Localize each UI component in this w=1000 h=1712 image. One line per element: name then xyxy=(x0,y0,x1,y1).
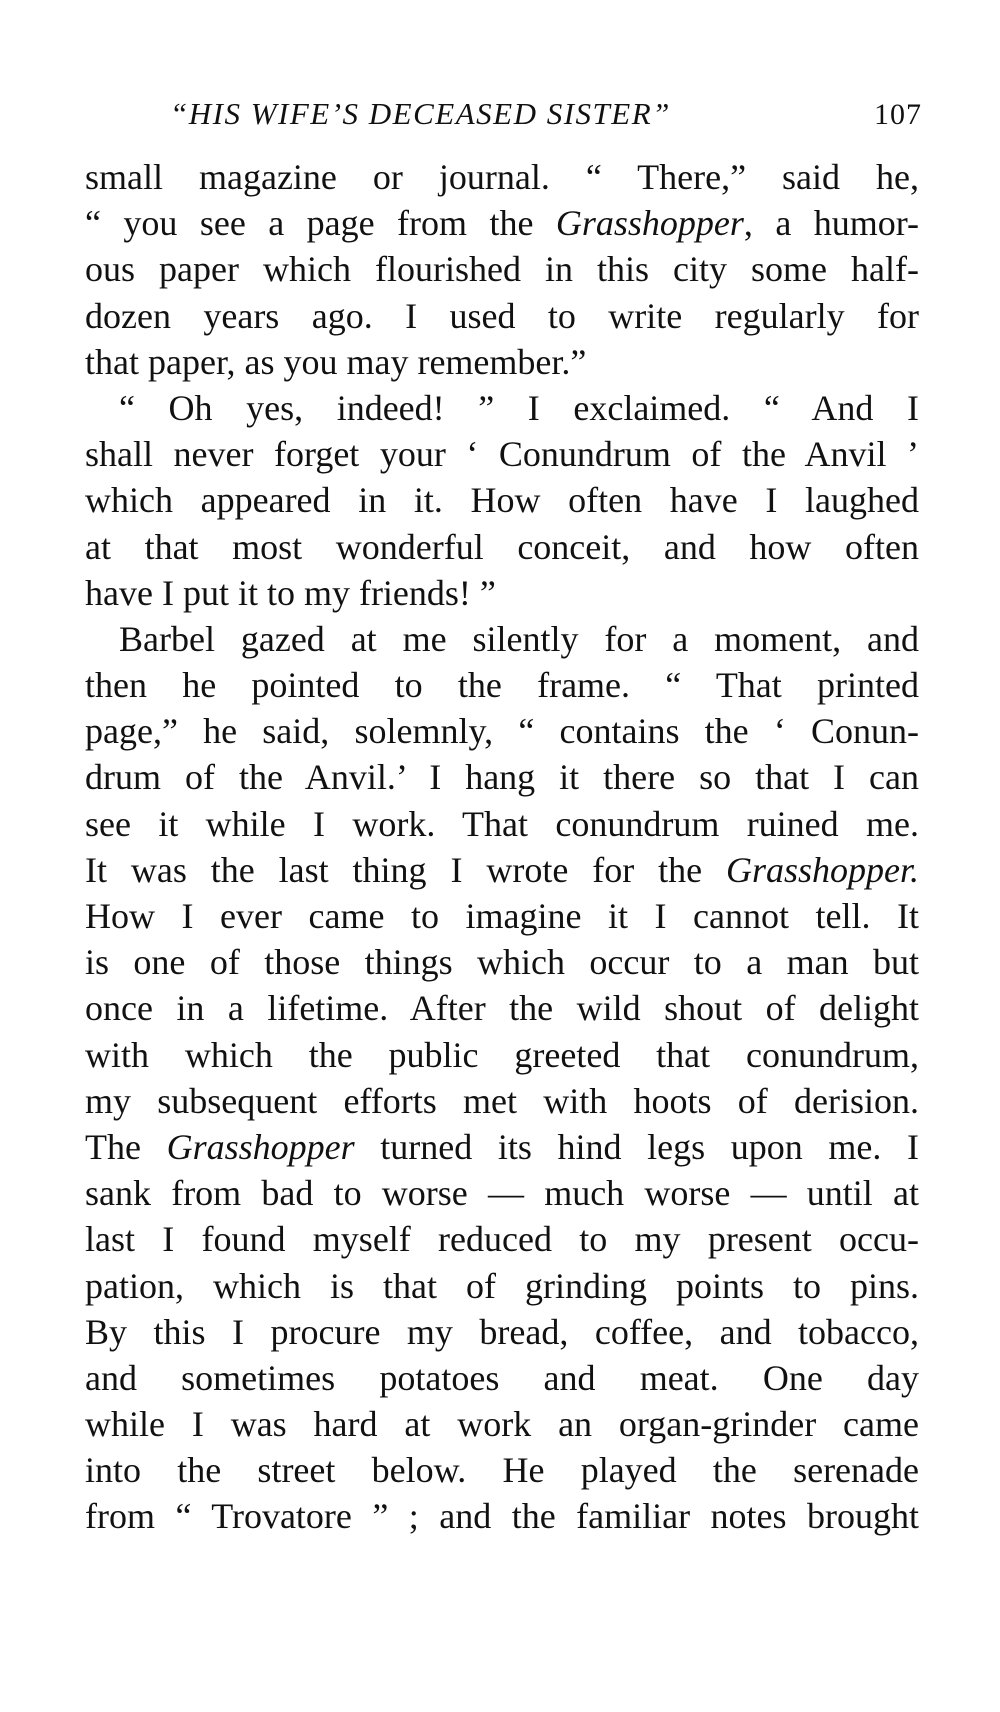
running-head xyxy=(170,96,922,136)
text-span: The xyxy=(85,1126,167,1167)
text-line-23: sank from bad to worse — much worse — until at xyxy=(85,1173,919,1214)
text-line-8: which appeared in it. How often have I laughed xyxy=(85,480,919,521)
text-line-20: with which the public greeted that conundrum, xyxy=(85,1034,919,1075)
page-number: 107 xyxy=(874,98,922,131)
text-span: “ you see a page from the xyxy=(85,203,556,244)
text-line-3: ous paper which flourished in this city some half- xyxy=(85,249,919,290)
text-line-12: then he pointed to the frame. “ That printed xyxy=(85,665,919,706)
text-line-16 xyxy=(85,847,919,893)
text-line-9: at that most wonderful conceit, and how often xyxy=(85,526,919,567)
body-text xyxy=(85,154,919,1540)
text-line-28: while I was hard at work an organ-grinder came xyxy=(85,1404,919,1445)
text-line-25: pation, which is that of grinding points to pins. xyxy=(85,1265,919,1306)
text-line-17: How I ever came to imagine it I cannot tell. It xyxy=(85,896,919,936)
text-line-22 xyxy=(85,1124,919,1170)
text-line-13: page,” he said, solemnly, “ contains the ‘ Conun- xyxy=(85,711,919,752)
periodical-title: Grasshopper xyxy=(166,1126,355,1167)
text-line-26: By this I procure my bread, coffee, and tobacco, xyxy=(85,1311,919,1352)
text-line-7: shall never forget your ‘ Conundrum of the Anvil ’ xyxy=(85,434,919,475)
text-line-4: dozen years ago. I used to write regularly for xyxy=(85,295,919,336)
text-line-18: is one of those things which occur to a man but xyxy=(85,942,919,983)
text-line-2 xyxy=(85,200,919,246)
text-line-11: Barbel gazed at me silently for a moment, and xyxy=(119,618,919,659)
text-span: turned its hind legs upon me. I xyxy=(354,1126,919,1167)
text-line-5: that paper, as you may remember.” xyxy=(85,341,587,382)
text-line-15: see it while I work. That conundrum ruined me. xyxy=(85,803,919,844)
periodical-title: Grasshopper xyxy=(555,203,744,244)
text-line-27: and sometimes potatoes and meat. One day xyxy=(85,1357,919,1398)
text-line-19: once in a lifetime. After the wild shout of delight xyxy=(85,988,919,1029)
text-line-10: have I put it to my friends! ” xyxy=(85,572,496,613)
text-line-21: my subsequent efforts met with hoots of derision. xyxy=(85,1080,919,1121)
text-line-1: small magazine or journal. “ There,” said he, xyxy=(85,157,919,197)
text-line-29: into the street below. He played the serenade xyxy=(85,1450,919,1491)
text-span: It was the last thing I wrote for the xyxy=(85,849,726,890)
running-title: “HIS WIFE’S DECEASED SISTER” xyxy=(170,96,671,131)
text-line-14: drum of the Anvil.’ I hang it there so that I can xyxy=(85,757,919,798)
text-line-24: last I found myself reduced to my present occu- xyxy=(85,1219,919,1260)
text-line-6: “ Oh yes, indeed! ” I exclaimed. “ And I xyxy=(119,387,919,428)
periodical-title: Grasshopper. xyxy=(725,849,919,890)
text-span: , a humor- xyxy=(743,203,919,244)
text-line-30: from “ Trovatore ” ; and the familiar notes brought xyxy=(85,1496,919,1537)
